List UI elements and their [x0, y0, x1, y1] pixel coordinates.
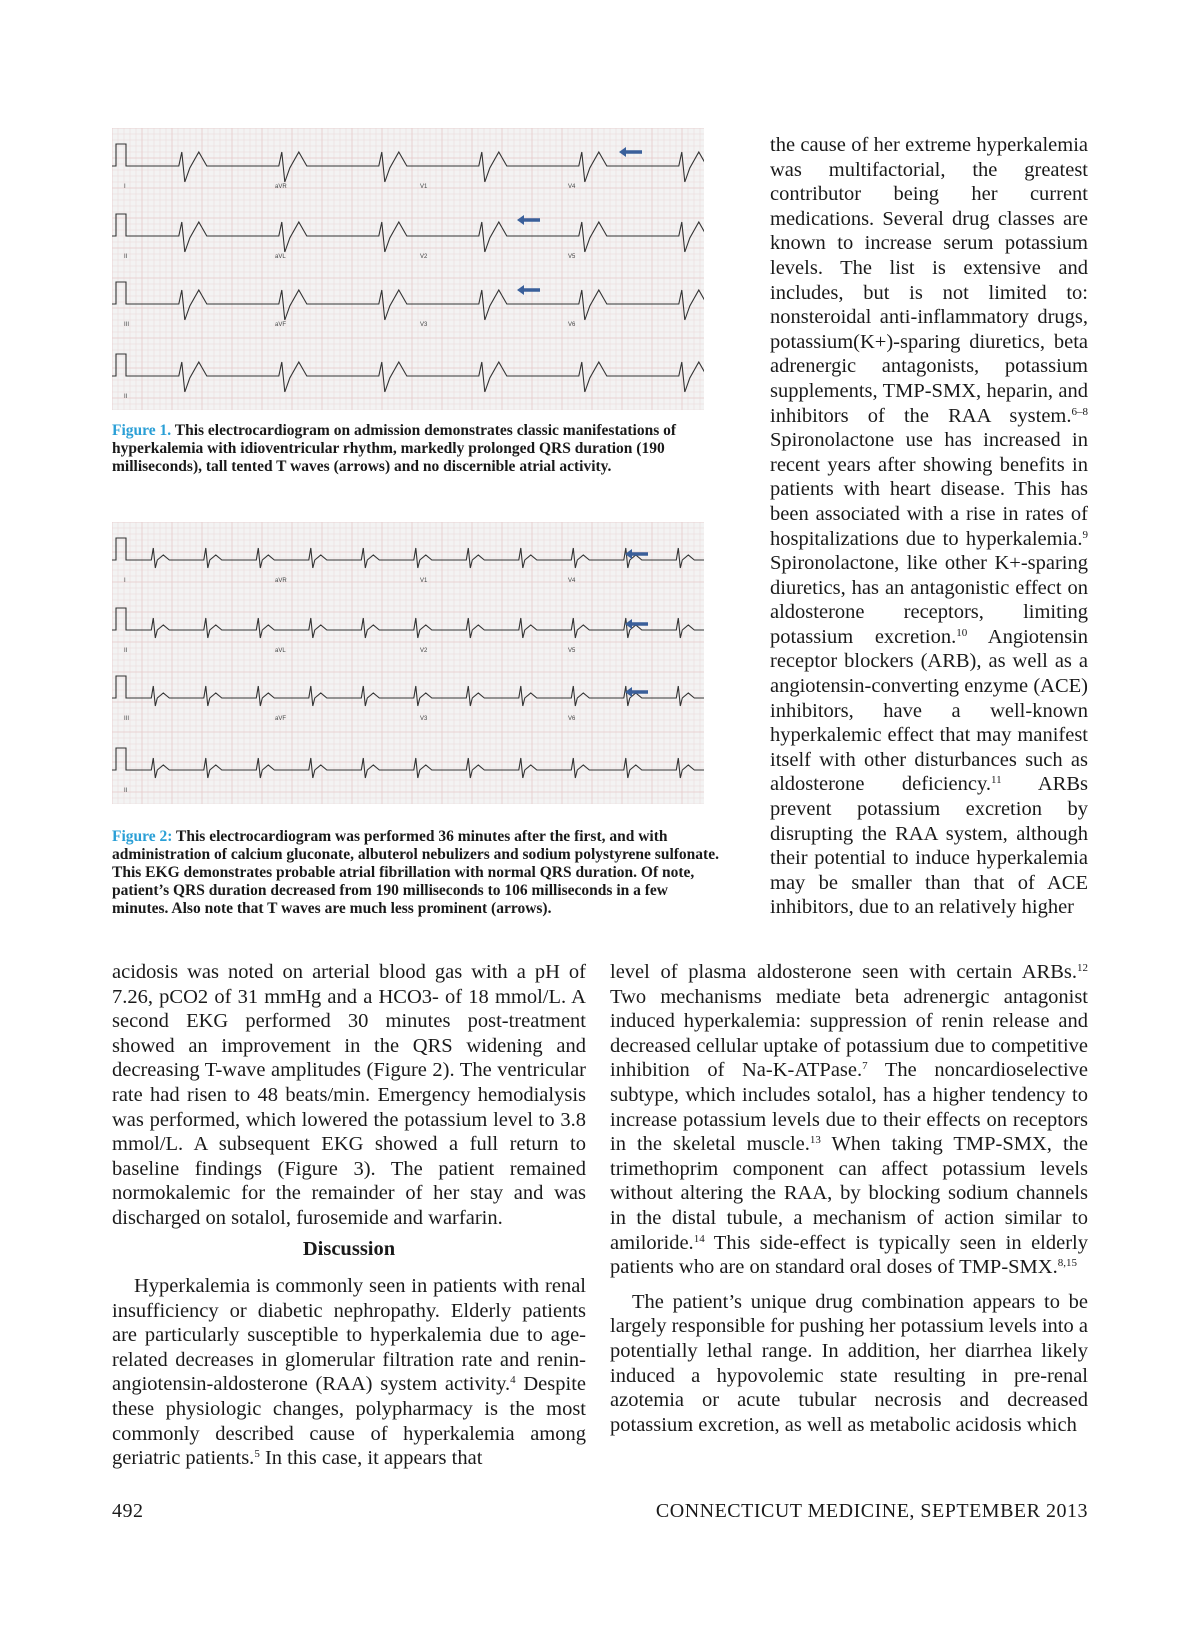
ekg-tracing-2 [112, 522, 704, 804]
right-text-4: Angiotensin receptor blockers (ARB), as well as a angiotensin-converting enzyme (ACE) inhibitors, have a well-known hyperkalemic effect that may manifest itself with other disturbances such as aldosterone deficiency. [770, 625, 1088, 796]
lead-label: aVL [275, 254, 286, 260]
citation-8-15: 8,15 [1057, 1257, 1077, 1270]
lead-label: V3 [420, 322, 428, 328]
citation-14: 14 [693, 1232, 705, 1245]
lead-label: I [124, 184, 126, 190]
ekg-trace [112, 144, 704, 182]
discussion-heading: Discussion [302, 1238, 396, 1260]
citation-9: 9 [1082, 528, 1088, 541]
lead-label: aVR [275, 578, 287, 584]
right-column-bottom [610, 960, 1088, 1437]
lead-label: aVL [275, 648, 286, 654]
ekg-trace [112, 282, 704, 320]
discussion-column [112, 1274, 586, 1471]
right-text-2: Spironolactone use has increased in recent years after showing benefits in patients with heart disease. This has been associated with a rise in rates of hospitalizations due to hyperkalemia. [770, 429, 1088, 550]
figure-2-ekg [112, 522, 704, 804]
lead-label: III [124, 322, 130, 328]
figure-2-label: Figure 2: [112, 828, 173, 845]
ekg-trace [112, 608, 704, 638]
citation-5: 5 [254, 1448, 260, 1461]
discussion-text-1: Hyperkalemia is commonly seen in patients with renal insufficiency or diabetic nephropathy. Elderly patients are particularly susceptible to hyperkalemia due to age-related decreases in glomerular filtration rate and renin-angiotensin-aldosterone (RAA) system activity. [112, 1275, 586, 1396]
left-column-bottom [112, 960, 586, 1231]
right-text-1: the cause of her extreme hyperkalemia was multifactorial, the greatest contributor being her current medications. Several drug classes are known to increase serum potassium levels. The list is extensive and includes, but is not limited to: nonsteroidal anti-inflammatory drugs, potassium(K+)-sparing diuretics, beta adrenergic antagonists, potassium supplements, TMP-SMX, heparin, and inhibitors of the RAA system. [770, 134, 1088, 427]
ekg-grid [112, 522, 704, 804]
right-paragraph-top [770, 133, 1088, 920]
right-bottom-text-4: When taking TMP-SMX, the trimethoprim component can affect potassium levels without altering the RAA, by blocking sodium channels in the distal tubule, a mechanism of action similar to amiloride. [610, 1133, 1089, 1254]
figure-1-label: Figure 1. [112, 422, 172, 439]
right-bottom-text-5: This side-effect is typically seen in elderly patients who are on standard oral doses of TMP-SMX. [610, 1231, 1088, 1279]
citation-6-8: 6–8 [1071, 405, 1088, 418]
lead-label: V6 [568, 716, 576, 722]
lead-label: V5 [568, 648, 576, 654]
figure-1-ekg [112, 128, 704, 410]
lead-label: aVF [275, 716, 287, 722]
citation-10: 10 [956, 626, 968, 639]
discussion-paragraph [112, 1274, 586, 1471]
arrow-head-icon [517, 215, 524, 225]
arrow-head-icon [619, 147, 626, 157]
ekg-trace [112, 748, 704, 778]
citation-11: 11 [991, 774, 1002, 787]
ekg-trace [112, 354, 704, 392]
lead-label: aVF [275, 322, 287, 328]
page-number: 492 [112, 1500, 144, 1522]
lead-label: V2 [420, 254, 428, 260]
right-text-5: ARBs prevent potassium excretion by disrupting the RAA system, although their potential to induce hyperkalemia may be smaller than that of ACE inhibitors, due to an relatively higher [770, 773, 1088, 919]
lead-label: II [124, 394, 128, 400]
figure-1-text: This electrocardiogram on admission demonstrates classic manifestations of hyperkalemia with idioventricular rhythm, markedly prolonged QRS duration (190 milliseconds), tall tented T waves (arrows) and no discernible atrial activity. [112, 422, 677, 475]
lead-label: V6 [568, 322, 576, 328]
lead-label: V3 [420, 716, 428, 722]
lead-label: II [124, 648, 128, 654]
citation-7: 7 [862, 1060, 868, 1073]
lead-label: III [124, 716, 130, 722]
journal-footer: CONNECTICUT MEDICINE, SEPTEMBER 2013 [655, 1500, 1088, 1522]
right-text-3: Spironolactone, like other K+-sparing diuretics, has an antagonistic effect on aldosterone receptors, limiting potassium excretion. [770, 552, 1088, 648]
figure-2-caption [112, 828, 724, 918]
citation-13: 13 [809, 1134, 821, 1147]
discussion-text-3: In this case, it appears that [259, 1447, 483, 1470]
lead-label: I [124, 578, 126, 584]
right-bottom-text-2: Two mechanisms mediate beta adrenergic antagonist induced hyperkalemia: suppression of renin release and decreased cellular uptake of potassium due to competitive inhibition of Na-K-ATPase. [610, 985, 1088, 1082]
lead-label: V4 [568, 578, 576, 584]
lead-label: V4 [568, 184, 576, 190]
ekg-grid [112, 128, 704, 410]
right-bottom-paragraph-1 [610, 960, 1088, 1280]
ekg-trace [112, 676, 704, 706]
lead-label: V1 [420, 578, 428, 584]
right-bottom-paragraph-2: The patient’s unique drug combination appears to be largely responsible for pushing her potassium levels into a potentially lethal range. In addition, her diarrhea likely induced a hypovolemic state resulting in pre-renal azotemia or acute tubular necrosis and decreased potassium excretion, as well as metabolic acidosis which [610, 1290, 1088, 1436]
ekg-trace [112, 214, 704, 252]
right-column-top [770, 133, 1088, 920]
citation-12: 12 [1077, 962, 1088, 974]
ekg-tracing-1 [112, 128, 704, 410]
left-paragraph-1: acidosis was noted on arterial blood gas with a pH of 7.26, pCO2 of 31 mmHg and a HCO3- of 18 mmol/L. A second EKG performed 30 minutes post-treatment showed an improvement in the QRS widening and decreasing T-wave amplitudes (Figure 2). The ventricular rate had risen to 48 beats/min. Emergency hemodialysis was performed, which lowered the potassium level to 3.8 mmol/L. A subsequent EKG showed a full return to baseline findings (Figure 3). The patient remained normokalemic for the remainder of her stay and was discharged on sotalol, furosemide and warfarin. [112, 961, 586, 1229]
figure-1-caption [112, 422, 712, 476]
lead-label: V1 [420, 184, 428, 190]
figure-2-text: This electrocardiogram was performed 36 minutes after the first, and with administration of calcium gluconate, albuterol nebulizers and sodium polystyrene sulfonate. This EKG demonstrates probable atrial fibrillation with normal QRS duration. Of note, patient’s QRS duration decreased from 190 milliseconds to 106 milliseconds in a few minutes. Also note that T waves are much less prominent (arrows). [112, 828, 719, 917]
arrow-head-icon [517, 285, 524, 295]
right-bottom-text-3: The noncardioselective subtype, which includes sotalol, has a higher tendency to increase potassium levels due to their effects on receptors in the skeletal muscle. [610, 1059, 1089, 1156]
lead-label: II [124, 788, 128, 794]
discussion-text-2: Despite these physiologic changes, polypharmacy is the most commonly described cause of hyperkalemia among geriatric patients. [112, 1373, 586, 1470]
lead-label: V2 [420, 648, 428, 654]
lead-label: aVR [275, 184, 287, 190]
ekg-trace [112, 538, 704, 568]
lead-label: V5 [568, 254, 576, 260]
right-bottom-text-1: level of plasma aldosterone seen with certain ARBs. [610, 961, 1077, 983]
lead-label: II [124, 254, 128, 260]
citation-4: 4 [510, 1374, 516, 1387]
